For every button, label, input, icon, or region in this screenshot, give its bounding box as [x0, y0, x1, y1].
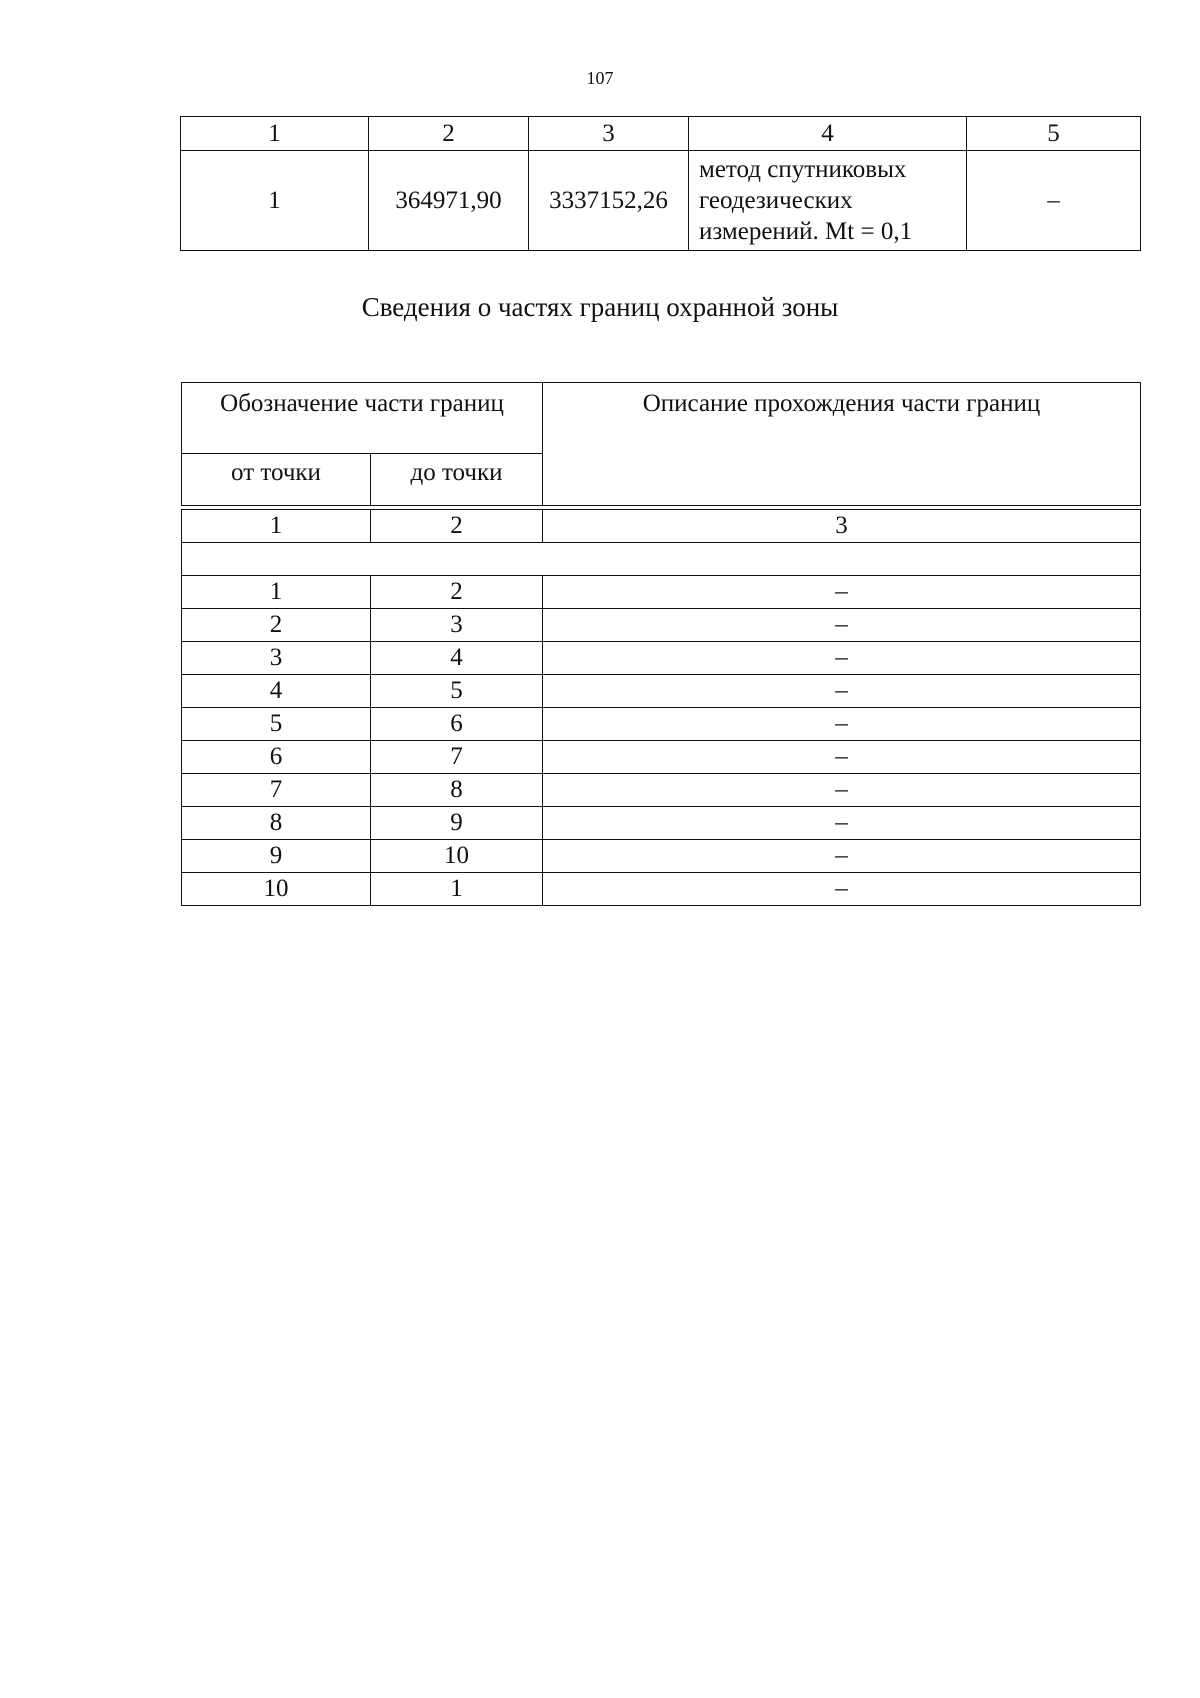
- from-point: 5: [182, 708, 371, 741]
- description: –: [543, 807, 1141, 840]
- point-number: 1: [181, 151, 369, 251]
- from-point: 6: [182, 741, 371, 774]
- boundary-header-row: [182, 383, 1141, 454]
- to-point: 10: [371, 840, 543, 873]
- description: –: [543, 840, 1141, 873]
- coordinates-table: [180, 116, 1141, 251]
- description: –: [543, 675, 1141, 708]
- column-number-3: 3: [529, 117, 689, 151]
- method-cell: [689, 151, 967, 251]
- to-point: 7: [371, 741, 543, 774]
- description: –: [543, 774, 1141, 807]
- description: –: [543, 576, 1141, 609]
- table-row: [182, 774, 1141, 807]
- column-number-1: 1: [182, 510, 371, 543]
- method-line: измерений. Mt = 0,1: [699, 218, 913, 245]
- method-line: геодезических: [699, 187, 853, 214]
- from-point: 3: [182, 642, 371, 675]
- header-from-point: от точки: [182, 454, 371, 506]
- from-point: 1: [182, 576, 371, 609]
- header-description: Описание прохождения части границ: [543, 383, 1141, 506]
- method-line: метод спутниковых: [699, 156, 907, 183]
- table-row: [182, 873, 1141, 906]
- section-caption: Сведения о частях границ охранной зоны: [361, 292, 839, 322]
- coordinate-y: 3337152,26: [529, 151, 689, 251]
- column-number-4: 4: [689, 117, 967, 151]
- table-row: [182, 741, 1141, 774]
- column-number-5: 5: [967, 117, 1141, 151]
- column-number-1: 1: [181, 117, 369, 151]
- to-point: 6: [371, 708, 543, 741]
- to-point: 8: [371, 774, 543, 807]
- from-point: 2: [182, 609, 371, 642]
- coordinate-x: 364971,90: [369, 151, 529, 251]
- to-point: 3: [371, 609, 543, 642]
- to-point: 2: [371, 576, 543, 609]
- from-point: 8: [182, 807, 371, 840]
- description: –: [543, 609, 1141, 642]
- header-designation: Обозначение части границ: [182, 383, 543, 454]
- coordinates-header-row: [181, 117, 1141, 151]
- description: –: [543, 741, 1141, 774]
- column-number-3: 3: [543, 510, 1141, 543]
- description: –: [543, 708, 1141, 741]
- table-row: [182, 708, 1141, 741]
- header-to-point: до точки: [371, 454, 543, 506]
- table-row: [182, 675, 1141, 708]
- to-point: 4: [371, 642, 543, 675]
- table-row: [182, 642, 1141, 675]
- table-row: [182, 840, 1141, 873]
- column-numbers-row: [182, 510, 1141, 543]
- page-number: 107: [586, 68, 614, 88]
- note-cell: –: [967, 151, 1141, 251]
- to-point: 9: [371, 807, 543, 840]
- from-point: 4: [182, 675, 371, 708]
- from-point: 9: [182, 840, 371, 873]
- blank-cell: [182, 543, 1141, 576]
- column-number-2: 2: [369, 117, 529, 151]
- to-point: 1: [371, 873, 543, 906]
- description: –: [543, 642, 1141, 675]
- to-point: 5: [371, 675, 543, 708]
- table-row: [182, 576, 1141, 609]
- description: –: [543, 873, 1141, 906]
- column-number-2: 2: [371, 510, 543, 543]
- from-point: 7: [182, 774, 371, 807]
- table-row: [182, 609, 1141, 642]
- blank-row: [182, 543, 1141, 576]
- table-row: [182, 807, 1141, 840]
- boundary-parts-table: [181, 382, 1141, 906]
- table-row: [181, 151, 1141, 251]
- from-point: 10: [182, 873, 371, 906]
